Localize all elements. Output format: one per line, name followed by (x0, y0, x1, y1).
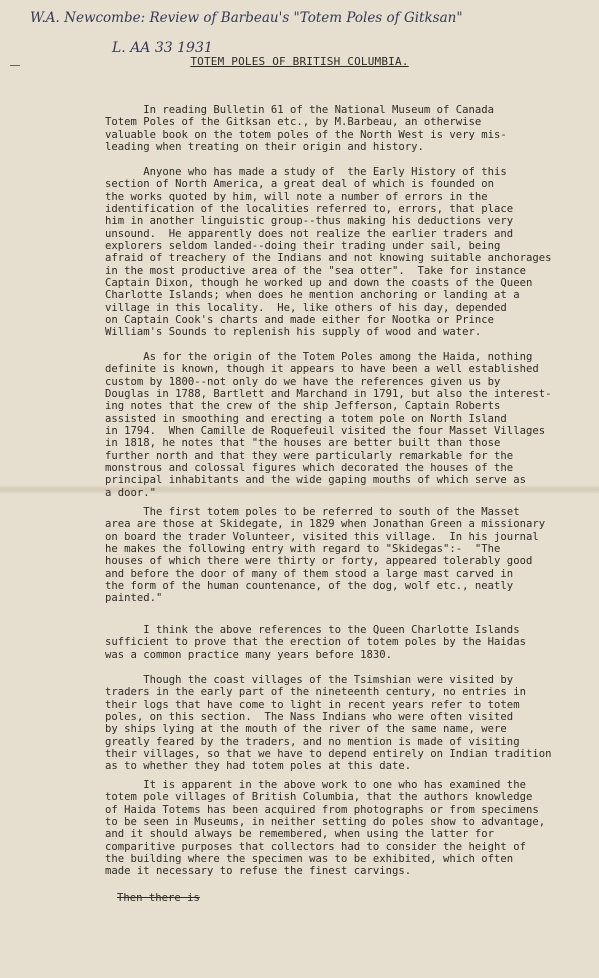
handwritten-reference: L. AA 33 1931 (112, 40, 213, 56)
paragraph-6: Though the coast villages of the Tsimshian were visited by traders in the early part of the nineteenth century, no entries in their logs that have come to light in recent years refer to totem poles, on this section. The Nass Indians who were often visited by ships lying at the mouth of the river of the same name, were greatly feared by the traders, and no mention is made of visiting their villages, so that we have to depend entirely on Indian tradition as to whether they had totem poles at this date. (105, 674, 552, 773)
paragraph-3: As for the origin of the Totem Poles among the Haida, nothing definite is known, though it appears to have been a well established custom by 1800--not only do we have the references given us by Douglas in 1788, Bartlett and Marchand in 1791, but also the interest- ing notes that the crew of the ship Jefferson, Captain Roberts assisted in smoothing and erecting a totem pole on North Island in 1794. When Camille de Roquefeuil visited the four Masset Villages in 1818, he notes that "the houses are better built than those further north and that they were particularly remarkable for the monstrous and colossal figures which decorated the houses of the principal inhabitants and the wide gaping mouths of which serve as a door." (105, 351, 552, 499)
paragraph-1: In reading Bulletin 61 of the National Museum of Canada Totem Poles of the Gitksan etc., by M.Barbeau, an otherwise valuable book on the totem poles of the North West is very mis- leading when treating on their origin and history. (105, 104, 507, 154)
struck-out-text: Then there is (117, 892, 200, 904)
paragraph-7: It is apparent in the above work to one who has examined the totem pole villages of British Columbia, that the authors knowledge of Haida Totems has been acquired from photographs or from specimens to be seen in Museums, in neither setting do poles show to advantage, and it should always be remembered, when using the latter for comparitive purposes that collectors had to consider the height of the building where the specimen was to be exhibited, which often made it necessary to refuse the finest carvings. (105, 779, 546, 878)
handwritten-citation: W.A. Newcombe: Review of Barbeau's "Totem Poles of Gitksan" (30, 10, 463, 26)
paragraph-4: The first totem poles to be referred to south of the Masset area are those at Skidegate, in 1829 when Jonathan Green a missionary on board the trader Volunteer, visited this village. In his journal he makes the following entry with regard to "Skidegas":- "The houses of which there were thirty or forty, appeared tolerably good and before the door of many of them stood a large mast carved in the form of the human countenance, of the dog, wolf etc., neatly painted." (105, 506, 546, 605)
paragraph-2: Anyone who has made a study of the Early History of this section of North America, a great deal of which is founded on the works quoted by him, will note a number of errors in the identification of the localities referred to, errors, that place him in another linguistic group--thus making his deductions very unsound. He apparently does not realize the earlier traders and explorers seldom landed--doing their trading under sail, being afraid of treachery of the Indians and not knowing suitable anchorages in the most productive area of the "sea otter". Take for instance Captain Dixon, though he worked up and down the coasts of the Queen Charlotte Islands; when does he mention anchoring or landing at a village in this locality. He, like others of his day, depended on Captain Cook's charts and made either for Nootka or Prince William's Sounds to replenish his supply of wood and water. (105, 166, 552, 339)
document-title: TOTEM POLES OF BRITISH COLUMBIA. (190, 55, 409, 68)
paragraph-5: I think the above references to the Queen Charlotte Islands sufficient to prove that the erection of totem poles by the Haidas was a common practice many years before 1830. (105, 624, 526, 661)
